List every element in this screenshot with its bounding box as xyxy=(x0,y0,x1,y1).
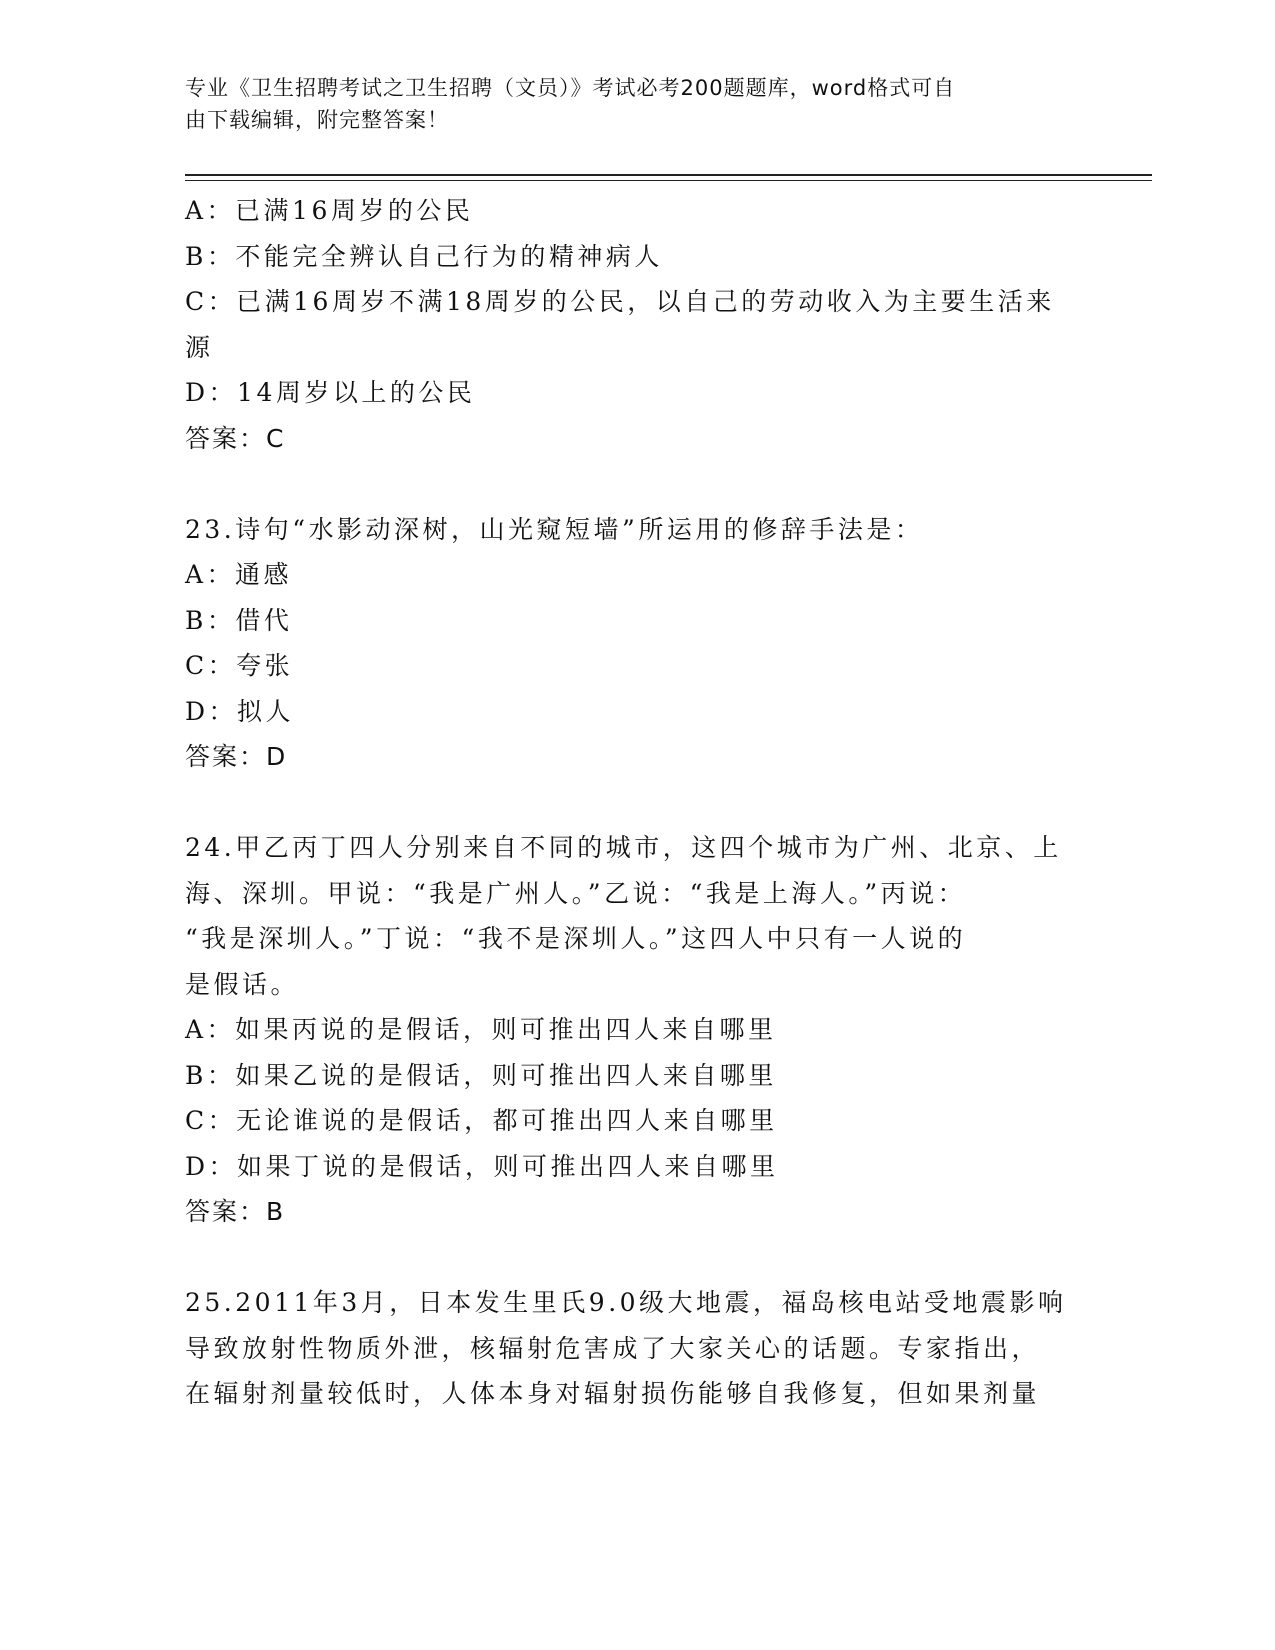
option-a: A：如果丙说的是假话，则可推出四人来自哪里 xyxy=(185,1015,777,1044)
option-a: A：通感 xyxy=(185,560,293,589)
question-stem: 23.诗句“水影动深树，山光窥短墙”所运用的修辞手法是： xyxy=(185,514,924,544)
question-stem-line-3: 在辐射剂量较低时，人体本身对辐射损伤能够自我修复，但如果剂量 xyxy=(185,1379,1041,1408)
question-list xyxy=(185,188,1085,1417)
option-b: B：不能完全辨认自己行为的精神病人 xyxy=(185,241,663,271)
question-stem-line-1: 25.2011年3月，日本发生里氏9.0级大地震，福岛核电站受地震影响 xyxy=(185,1288,1067,1317)
option-d: D：14周岁以上的公民 xyxy=(185,378,476,407)
question-stem-line-2: 海、深圳。甲说：“我是广州人。”乙说：“我是上海人。”丙说： xyxy=(185,878,967,908)
question-24 xyxy=(185,825,1085,1235)
document-header xyxy=(185,72,1065,136)
answer-line: 答案：C xyxy=(185,423,286,453)
option-c: C：夸张 xyxy=(185,651,294,680)
option-b: B：借代 xyxy=(185,605,293,635)
answer-line: 答案：D xyxy=(185,742,288,771)
option-c: C：已满16周岁不满18周岁的公民，以自己的劳动收入为主要生活来 xyxy=(185,287,1055,316)
option-c: C：无论谁说的是假话，都可推出四人来自哪里 xyxy=(185,1106,778,1135)
option-a: A：已满16周岁的公民 xyxy=(185,196,474,225)
option-d: D：如果丁说的是假话，则可推出四人来自哪里 xyxy=(185,1151,779,1181)
question-22 xyxy=(185,188,1085,461)
header-rule-thick xyxy=(185,174,1152,176)
option-b: B：如果乙说的是假话，则可推出四人来自哪里 xyxy=(185,1060,777,1090)
question-stem-line-2: 导致放射性物质外泄，核辐射危害成了大家关心的话题。专家指出， xyxy=(185,1333,1041,1363)
question-stem-line-1: 24.甲乙丙丁四人分别来自不同的城市，这四个城市为广州、北京、上 xyxy=(185,833,1062,862)
answer-line: 答案：B xyxy=(185,1197,286,1226)
question-stem-line-3: “我是深圳人。”丁说：“我不是深圳人。”这四人中只有一人说的 xyxy=(185,924,967,953)
option-d: D：拟人 xyxy=(185,696,295,726)
header-rule-thin xyxy=(185,180,1152,181)
option-c-continued: 源 xyxy=(185,332,214,362)
header-line-2: 由下载编辑，附完整答案！ xyxy=(185,108,449,132)
question-stem-line-4: 是假话。 xyxy=(185,969,300,999)
question-23 xyxy=(185,507,1085,780)
header-line-1: 专业《卫生招聘考试之卫生招聘（文员）》考试必考200题题库，word格式可自 xyxy=(185,76,956,100)
question-25 xyxy=(185,1280,1085,1417)
